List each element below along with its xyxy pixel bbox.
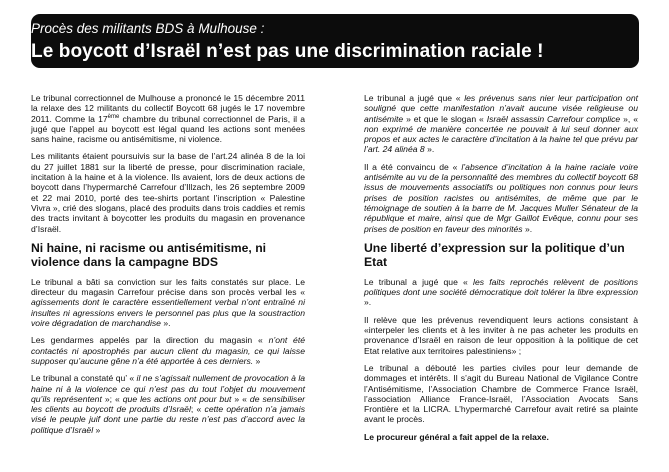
banner-title: Le boycott d’Israël n’est pas une discrimination raciale ! — [31, 41, 544, 62]
right-paragraph-civil-parties: Le tribunal a débouté les parties civiles pour leur demande de dommages et intérêts. Il s’agit du Bureau National de Vigilance Contre l’Antisémitisme, l’Association Chambre de Commerce France Israël, l’association Alliance France-Israël, l’Association Avocats Sans Frontière et la LICRA. L’hypermarché Carrefour avait retiré sa plainte avant le procès. — [364, 362, 638, 425]
right-paragraph-claims: Il relève que les prévenus revendiquent leurs actions consistant à «interpeler les clients et à les inviter à ne pas acheter les produits en provenance d’Israël en raison de leur opposition à la politique de cet Etat relative aux territoires palestiniens» ; — [364, 314, 638, 356]
title-banner — [31, 14, 639, 68]
left-paragraph-findings: Le tribunal a constaté qu’ « il ne s’agissait nullement de provocation à la haine ni à la violence ce qui n’est pas du tout l’objet du mouvement qu’ils représentent »; « que les actions ont pour but » « de sensibiliser les clients au boycott de produits d’Israël; « cette opération n’a jamais visé le peuple juif dont une partie du reste n’est pas d’accord avec la politique d’Israël » — [31, 373, 306, 435]
right-paragraph-appeal: Le procureur général a fait appel de la relaxe. — [364, 431, 549, 442]
left-section-heading: Ni haine, ni racisme ou antisémitisme, ni violence dans la campagne BDS — [31, 240, 267, 269]
left-paragraph-verdict: Le tribunal correctionnel de Mulhouse a prononcé le 15 décembre 2011 la relaxe des 12 militants du collectif Boycott 68 jugés le 17 novembre 2011. Comme la 17ème chambre du tribunal correctionnel de Paris, il a jugé que l’appel au boycott est légal quand les actions sont menées sans haine, racisme ou antisémitisme, ni violence. — [31, 93, 305, 145]
right-column — [364, 93, 638, 449]
left-paragraph-director: Le tribunal a bâti sa conviction sur les faits constatés sur place. Le directeur du magasin Carrefour précise dans son procès verbal les « agissements dont le caractère essentiellement verbal n’ont entraîné ni insultes ni agressions envers le personnel pas plus que la soustraction voire dégradation de marchandise ». — [31, 276, 305, 329]
banner-pretitle: Procès des militants BDS à Mulhouse : — [31, 21, 265, 36]
right-paragraph-expression: Le tribunal a jugé que « les faits reprochés relèvent de positions politiques dont une société démocratique doit tolérer la libre expression ». — [364, 276, 638, 308]
left-paragraph-charges: Les militants étaient poursuivis sur la base de l’art.24 alinéa 8 de la loi du 27 juillet 1881 sur la liberté de presse, pour discrimination raciale, incitation à la haine et à la violence. Ils avaient, lors de deux actions de boycott dans l’hypermarché Carrefour d’Illzach, les 26 septembre 2009 et 22 mai 2010, porté des tee-shirts portant l’inscription « Palestine Vivra », crié des slogans, placé des produits dans trois caddies et remis des tracts invitant à boycotter les produits du magasin en provenance d’Israël. — [31, 151, 305, 234]
right-paragraph-conviction: Il a été convaincu de « l’absence d’incitation à la haine raciale voire antisémite au vu de la personnalité des membres du collectif boycott 68 issus de mouvements associatifs ou politiques non connus pour leurs prises de position racistes ou antisémites, de même que par le témoignage de soutien à la barre de M. Jacques Muller Sénateur de la république et maire, ainsi que de Mgr Gaillot Evêque, connu pour ses prises de position en faveur des minorités ». — [364, 161, 638, 234]
right-section-heading: Une liberté d’expression sur la politique d’un Etat — [364, 240, 625, 269]
left-column — [31, 93, 305, 442]
left-paragraph-gendarmes: Les gendarmes appelés par la direction du magasin « n’ont été contactés ni apostrophés par aucun client du magasin, ce qui laisse supposer qu’aucune gêne n’a été apportée à ces derniers. » — [31, 335, 305, 366]
right-paragraph-slogan: Le tribunal a jugé que « les prévenus sans nier leur participation ont souligné que cette manifestation n’avait aucune visée religieuse ou antisémite » et que le slogan « Israël assassin Carrefour complice », « non exprimé de manière concertée ne pouvait à lui seul donner aux propos et aux actes le caractère d’incitation à la haine tel que prévu par l’art. 24 alinéa 8 ». — [364, 93, 639, 155]
